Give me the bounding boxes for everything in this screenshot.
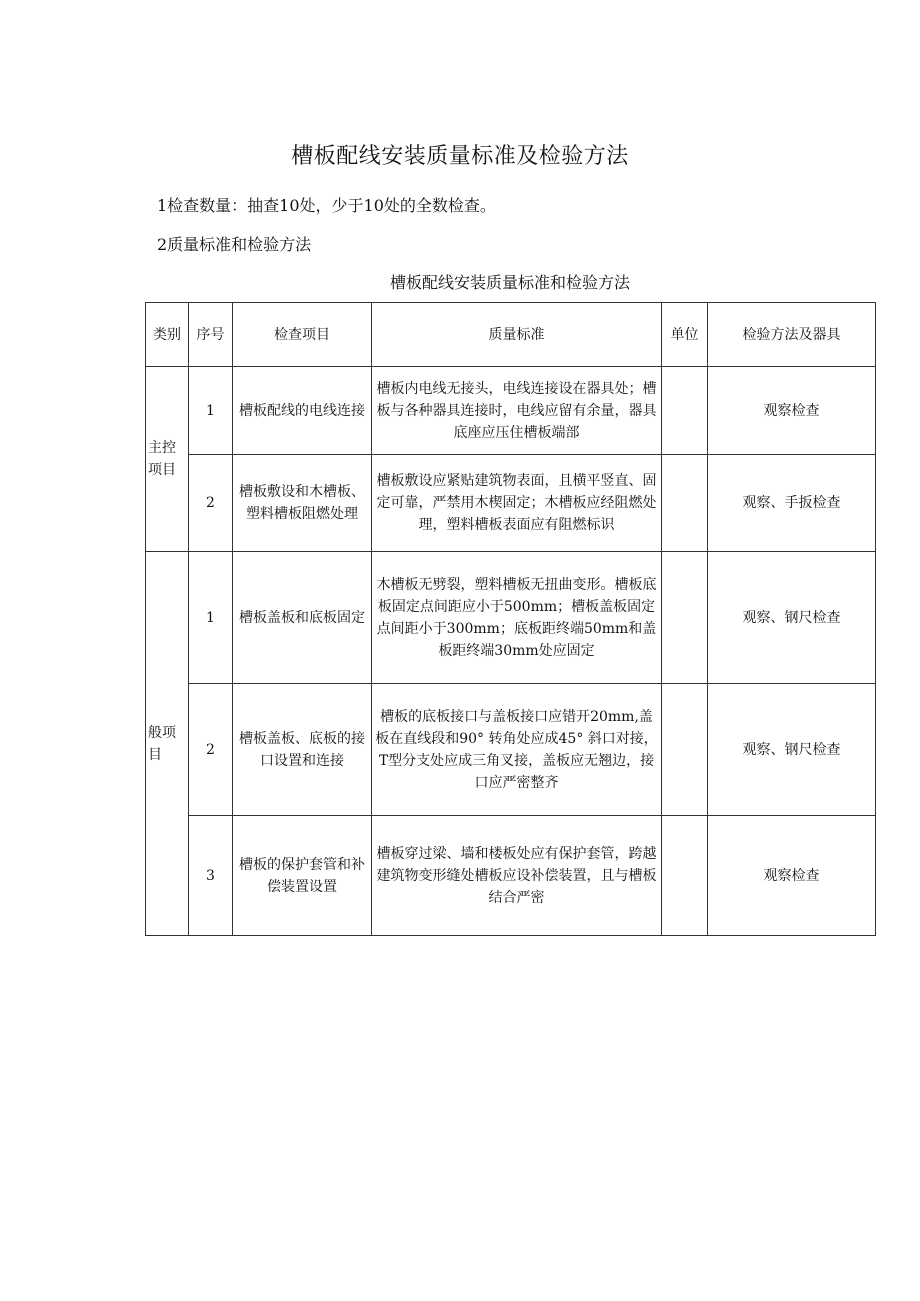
table-caption: 槽板配线安装质量标准和检验方法 [389, 273, 630, 292]
method-cell: 观察、钢尺检查 [708, 684, 876, 816]
inspection-quantity-paragraph: 1检查数量：抽查10处，少于10处的全数检查。 [157, 196, 496, 215]
item-cell: 槽板盖板、底板的接口设置和连接 [233, 684, 372, 816]
unit-cell [662, 684, 708, 816]
standard-cell: 槽板敷设应紧贴建筑物表面，且横平竖直、固定可靠，严禁用木楔固定；木槽板应经阻燃处理，塑料槽板表面应有阻燃标识 [372, 455, 662, 552]
item-cell: 槽板配线的电线连接 [233, 367, 372, 455]
standard-cell: 槽板内电线无接头，电线连接设在器具处；槽板与各种器具连接时，电线应留有余量，器具底座应压住槽板端部 [372, 367, 662, 455]
header-method: 检验方法及器具 [708, 303, 876, 367]
table-row [146, 367, 876, 455]
table-row [146, 455, 876, 552]
seq-cell: 3 [189, 816, 233, 936]
unit-cell [662, 367, 708, 455]
table-header-row [146, 303, 876, 367]
category-cell-main-control [146, 367, 189, 552]
table-row [146, 684, 876, 816]
standard-cell: 木槽板无劈裂，塑料槽板无扭曲变形。槽板底板固定点间距应小于500mm；槽板盖板固定点间距小于300mm；底板距终端50mm和盖板距终端30mm处应固定 [372, 552, 662, 684]
document-title: 槽板配线安装质量标准及检验方法 [291, 144, 629, 169]
seq-cell: 1 [189, 552, 233, 684]
method-cell: 观察、钢尺检查 [708, 552, 876, 684]
standard-cell: 槽板穿过梁、墙和楼板处应有保护套管，跨越建筑物变形缝处槽板应设补偿装置，且与槽板结合严密 [372, 816, 662, 936]
method-cell: 观察、手扳检查 [708, 455, 876, 552]
item-cell: 槽板敷设和木槽板、塑料槽板阻燃处理 [233, 455, 372, 552]
standard-cell: 槽板的底板接口与盖板接口应错开20mm,盖板在直线段和90° 转角处应成45° 斜口对接，T型分支处应成三角叉接，盖板应无翘边，接口应严密整齐 [372, 684, 662, 816]
header-item: 检查项目 [233, 303, 372, 367]
header-standard: 质量标准 [372, 303, 662, 367]
item-cell: 槽板盖板和底板固定 [233, 552, 372, 684]
table-row [146, 816, 876, 936]
header-unit: 单位 [662, 303, 708, 367]
category-label: 主控项目 [148, 440, 176, 478]
header-category: 类别 [146, 303, 189, 367]
quality-standard-table [145, 302, 876, 936]
category-cell-general [146, 552, 189, 936]
seq-cell: 2 [189, 684, 233, 816]
method-cell: 观察检查 [708, 367, 876, 455]
table-row [146, 552, 876, 684]
category-label: 般项目 [148, 724, 176, 763]
method-cell: 观察检查 [708, 816, 876, 936]
unit-cell [662, 455, 708, 552]
unit-cell [662, 552, 708, 684]
seq-cell: 1 [189, 367, 233, 455]
header-seq: 序号 [189, 303, 233, 367]
item-cell: 槽板的保护套管和补偿装置设置 [233, 816, 372, 936]
quality-standard-heading: 2质量标准和检验方法 [157, 235, 312, 254]
seq-cell: 2 [189, 455, 233, 552]
unit-cell [662, 816, 708, 936]
